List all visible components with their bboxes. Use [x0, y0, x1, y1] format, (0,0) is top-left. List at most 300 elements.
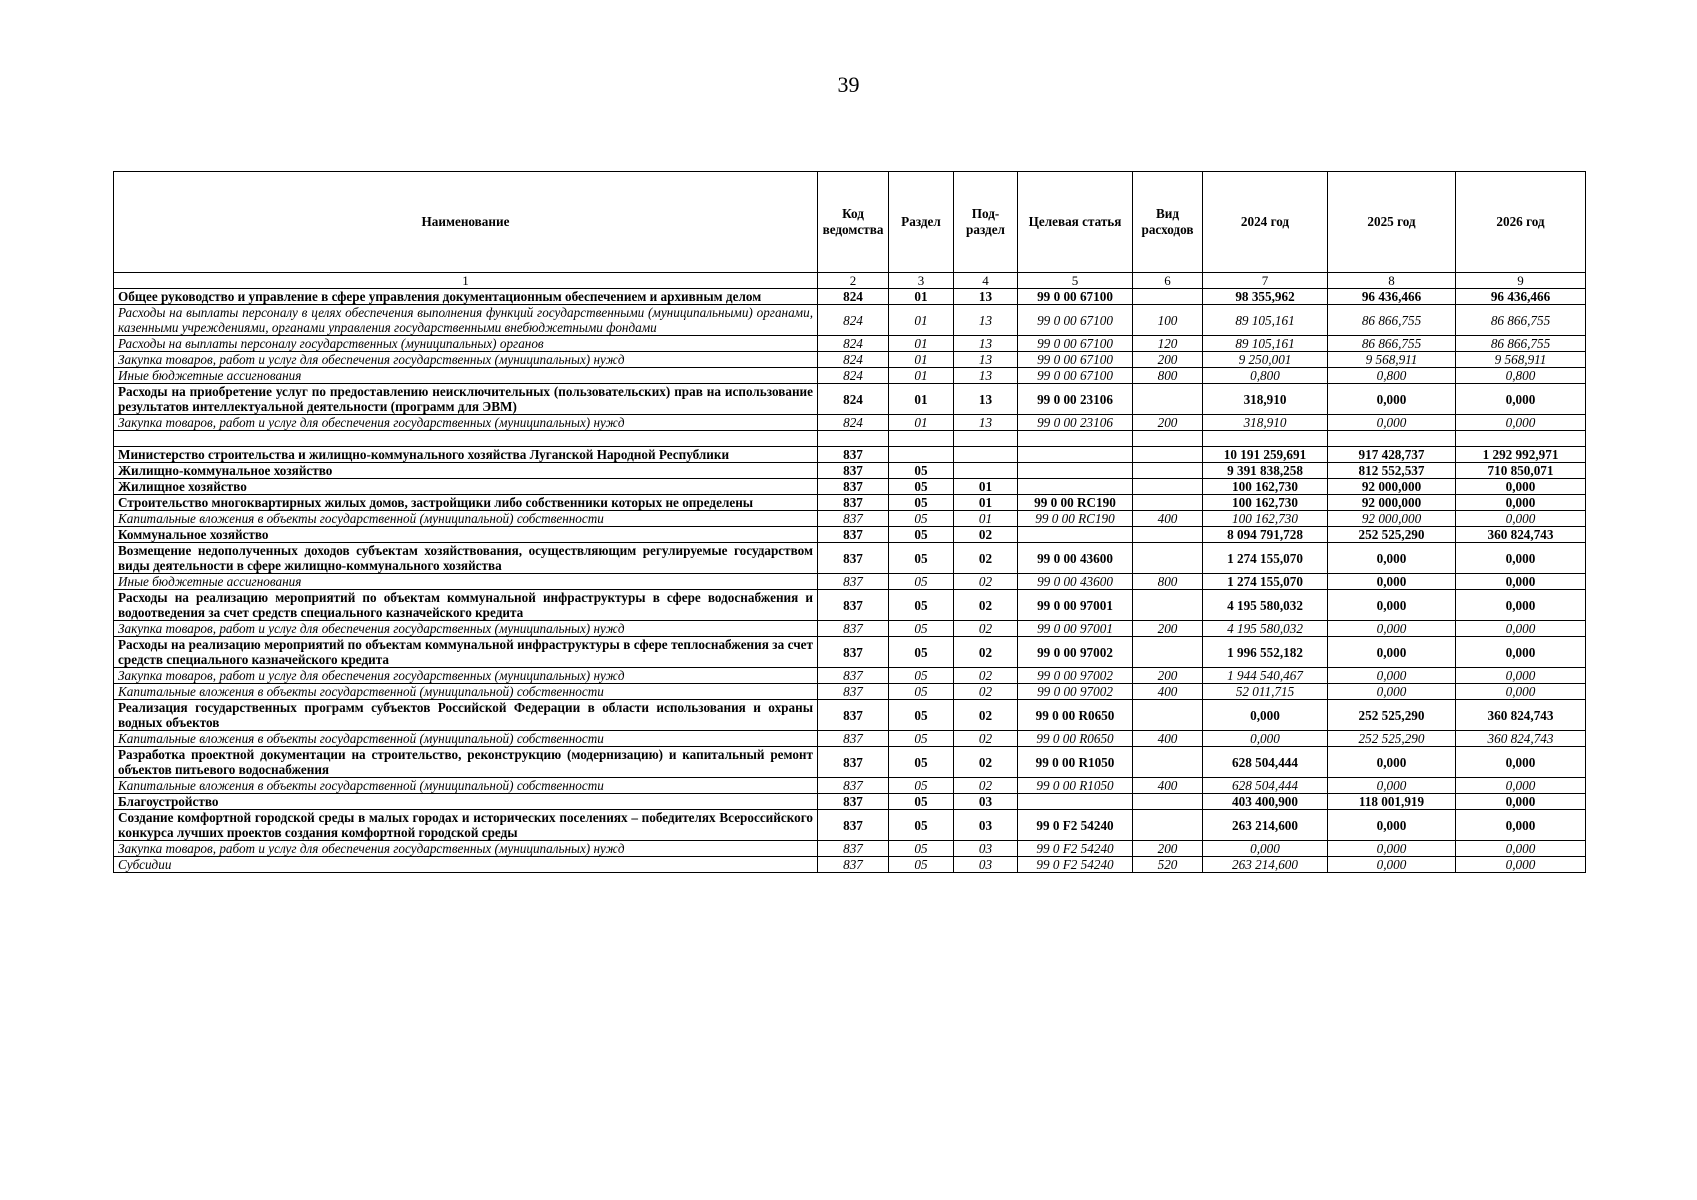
header-2026: 2026 год: [1456, 172, 1586, 273]
cell-2025: 0,000: [1328, 778, 1456, 794]
cell-2026: 0,000: [1456, 637, 1586, 668]
cell-ved: 824: [818, 415, 889, 431]
table-row: [114, 495, 1586, 511]
cell-tsel: 99 0 00 97001: [1018, 621, 1133, 637]
cell-razdel: 05: [889, 479, 954, 495]
cell-vid: 100: [1133, 305, 1203, 336]
cell-podrazdel: 13: [954, 305, 1018, 336]
page-number: 39: [837, 72, 860, 97]
cell-2025: 92 000,000: [1328, 479, 1456, 495]
cell-2026: 0,000: [1456, 841, 1586, 857]
header-2025: 2025 год: [1328, 172, 1456, 273]
table-row: [114, 384, 1586, 415]
cell-razdel: 05: [889, 731, 954, 747]
table-row: [114, 857, 1586, 873]
cell-podrazdel: [954, 431, 1018, 447]
cell-ved: 837: [818, 684, 889, 700]
cell-name: Благоустройство: [114, 794, 818, 810]
cell-ved: 837: [818, 731, 889, 747]
cell-podrazdel: 02: [954, 731, 1018, 747]
cell-name: Жилищно-коммунальное хозяйство: [114, 463, 818, 479]
cell-razdel: 05: [889, 543, 954, 574]
cell-vid: 400: [1133, 731, 1203, 747]
cell-razdel: 05: [889, 527, 954, 543]
cell-vid: 200: [1133, 668, 1203, 684]
cell-2024: 628 504,444: [1203, 747, 1328, 778]
cell-ved: 837: [818, 700, 889, 731]
cell-2024: 0,000: [1203, 841, 1328, 857]
table-row: [114, 305, 1586, 336]
cell-ved: 824: [818, 384, 889, 415]
cell-vid: 200: [1133, 352, 1203, 368]
cell-2025: 96 436,466: [1328, 289, 1456, 305]
cell-2025: 86 866,755: [1328, 336, 1456, 352]
cell-podrazdel: 02: [954, 621, 1018, 637]
cell-tsel: 99 0 F2 54240: [1018, 841, 1133, 857]
cell-2024: 4 195 580,032: [1203, 621, 1328, 637]
header-row: [114, 172, 1586, 273]
cell-vid: 200: [1133, 621, 1203, 637]
cell-podrazdel: 02: [954, 527, 1018, 543]
column-number: 7: [1203, 273, 1328, 289]
table-row: [114, 668, 1586, 684]
budget-table: [113, 171, 1586, 873]
cell-tsel: 99 0 00 67100: [1018, 336, 1133, 352]
cell-vid: [1133, 794, 1203, 810]
cell-podrazdel: 03: [954, 794, 1018, 810]
cell-2024: 8 094 791,728: [1203, 527, 1328, 543]
cell-2024: 4 195 580,032: [1203, 590, 1328, 621]
cell-2025: 0,000: [1328, 841, 1456, 857]
cell-name: Возмещение недополученных доходов субъектам хозяйствования, осуществляющим регулируемые государством виды деятельности в сфере жилищно-коммунального хозяйства: [114, 543, 818, 574]
cell-podrazdel: 13: [954, 415, 1018, 431]
table-row: [114, 621, 1586, 637]
table-row: [114, 700, 1586, 731]
cell-razdel: 05: [889, 668, 954, 684]
table-row: [114, 574, 1586, 590]
cell-tsel: 99 0 00 67100: [1018, 289, 1133, 305]
cell-2024: 52 011,715: [1203, 684, 1328, 700]
header-name: Наименование: [114, 172, 818, 273]
cell-tsel: 99 0 00 97001: [1018, 590, 1133, 621]
header-ved: Код ведомства: [818, 172, 889, 273]
cell-vid: 120: [1133, 336, 1203, 352]
cell-2025: 86 866,755: [1328, 305, 1456, 336]
cell-ved: 837: [818, 511, 889, 527]
cell-razdel: 01: [889, 384, 954, 415]
cell-podrazdel: 02: [954, 747, 1018, 778]
cell-2026: 0,000: [1456, 794, 1586, 810]
cell-tsel: 99 0 00 R1050: [1018, 778, 1133, 794]
cell-name: Жилищное хозяйство: [114, 479, 818, 495]
cell-2026: 0,000: [1456, 684, 1586, 700]
cell-razdel: 05: [889, 511, 954, 527]
table-row: [114, 684, 1586, 700]
cell-tsel: [1018, 479, 1133, 495]
cell-2026: 0,000: [1456, 543, 1586, 574]
cell-2024: 100 162,730: [1203, 495, 1328, 511]
cell-ved: 824: [818, 336, 889, 352]
cell-2024: 10 191 259,691: [1203, 447, 1328, 463]
cell-vid: [1133, 495, 1203, 511]
cell-ved: 837: [818, 778, 889, 794]
cell-2026: 0,800: [1456, 368, 1586, 384]
cell-2024: 0,800: [1203, 368, 1328, 384]
cell-2025: 0,800: [1328, 368, 1456, 384]
cell-ved: 837: [818, 668, 889, 684]
table-row: [114, 590, 1586, 621]
cell-name: Расходы на реализацию мероприятий по объектам коммунальной инфраструктуры в сфере водоснабжения и водоотведения за счет средств специального казначейского кредита: [114, 590, 818, 621]
cell-2025: 0,000: [1328, 543, 1456, 574]
cell-2024: 263 214,600: [1203, 857, 1328, 873]
cell-vid: [1133, 527, 1203, 543]
table-row: [114, 479, 1586, 495]
cell-vid: [1133, 747, 1203, 778]
cell-tsel: 99 0 00 67100: [1018, 305, 1133, 336]
table-row: [114, 810, 1586, 841]
table-row: [114, 447, 1586, 463]
cell-2026: 0,000: [1456, 590, 1586, 621]
cell-podrazdel: 02: [954, 684, 1018, 700]
cell-2026: 86 866,755: [1456, 336, 1586, 352]
cell-podrazdel: 03: [954, 810, 1018, 841]
cell-razdel: 05: [889, 778, 954, 794]
cell-tsel: [1018, 794, 1133, 810]
cell-tsel: [1018, 447, 1133, 463]
cell-2026: 0,000: [1456, 479, 1586, 495]
table-row: [114, 637, 1586, 668]
table-row: [114, 731, 1586, 747]
cell-vid: [1133, 810, 1203, 841]
cell-2024: 318,910: [1203, 384, 1328, 415]
cell-tsel: 99 0 00 43600: [1018, 574, 1133, 590]
cell-vid: 200: [1133, 415, 1203, 431]
cell-2025: 0,000: [1328, 668, 1456, 684]
cell-2025: 0,000: [1328, 684, 1456, 700]
cell-podrazdel: 13: [954, 368, 1018, 384]
cell-podrazdel: 13: [954, 352, 1018, 368]
cell-2026: 710 850,071: [1456, 463, 1586, 479]
column-number-row: [114, 273, 1586, 289]
cell-name: Министерство строительства и жилищно-коммунального хозяйства Луганской Народной Республики: [114, 447, 818, 463]
cell-razdel: 01: [889, 415, 954, 431]
cell-ved: 824: [818, 352, 889, 368]
cell-2024: 0,000: [1203, 731, 1328, 747]
column-number: 8: [1328, 273, 1456, 289]
cell-tsel: [1018, 431, 1133, 447]
cell-2025: 0,000: [1328, 747, 1456, 778]
cell-vid: [1133, 447, 1203, 463]
cell-name: [114, 431, 818, 447]
cell-2024: 100 162,730: [1203, 479, 1328, 495]
cell-podrazdel: 03: [954, 857, 1018, 873]
column-number: 5: [1018, 273, 1133, 289]
cell-2024: 318,910: [1203, 415, 1328, 431]
cell-vid: 200: [1133, 841, 1203, 857]
table-row: [114, 368, 1586, 384]
cell-vid: [1133, 637, 1203, 668]
cell-2026: 96 436,466: [1456, 289, 1586, 305]
cell-vid: 520: [1133, 857, 1203, 873]
cell-podrazdel: 02: [954, 543, 1018, 574]
cell-vid: [1133, 543, 1203, 574]
cell-2025: 252 525,290: [1328, 731, 1456, 747]
cell-razdel: [889, 447, 954, 463]
cell-2026: 0,000: [1456, 668, 1586, 684]
table-row: [114, 289, 1586, 305]
header-vid: Вид расходов: [1133, 172, 1203, 273]
cell-razdel: 05: [889, 857, 954, 873]
cell-2026: 0,000: [1456, 495, 1586, 511]
cell-podrazdel: 02: [954, 590, 1018, 621]
cell-vid: [1133, 384, 1203, 415]
cell-podrazdel: 02: [954, 574, 1018, 590]
table-row: [114, 778, 1586, 794]
cell-tsel: 99 0 00 R0650: [1018, 731, 1133, 747]
cell-tsel: 99 0 00 97002: [1018, 668, 1133, 684]
cell-2026: 0,000: [1456, 415, 1586, 431]
cell-ved: 824: [818, 368, 889, 384]
cell-razdel: 01: [889, 368, 954, 384]
cell-tsel: [1018, 463, 1133, 479]
table-body: [114, 289, 1586, 873]
cell-ved: 837: [818, 747, 889, 778]
cell-ved: 837: [818, 794, 889, 810]
cell-2025: 92 000,000: [1328, 511, 1456, 527]
cell-vid: [1133, 479, 1203, 495]
cell-ved: 837: [818, 479, 889, 495]
column-number: 9: [1456, 273, 1586, 289]
cell-ved: 837: [818, 621, 889, 637]
cell-2024: 9 391 838,258: [1203, 463, 1328, 479]
cell-tsel: 99 0 00 RC190: [1018, 495, 1133, 511]
cell-name: Закупка товаров, работ и услуг для обеспечения государственных (муниципальных) нужд: [114, 621, 818, 637]
header-tsel: Целевая статья: [1018, 172, 1133, 273]
cell-razdel: 05: [889, 621, 954, 637]
cell-razdel: 05: [889, 794, 954, 810]
cell-name: Иные бюджетные ассигнования: [114, 574, 818, 590]
cell-ved: 837: [818, 447, 889, 463]
cell-2025: 252 525,290: [1328, 527, 1456, 543]
cell-2025: 0,000: [1328, 621, 1456, 637]
cell-podrazdel: 02: [954, 778, 1018, 794]
cell-vid: [1133, 700, 1203, 731]
cell-podrazdel: [954, 463, 1018, 479]
cell-podrazdel: 01: [954, 495, 1018, 511]
header-podrazdel: Под-раздел: [954, 172, 1018, 273]
cell-name: Реализация государственных программ субъектов Российской Федерации в области использования и охраны водных объектов: [114, 700, 818, 731]
cell-razdel: 05: [889, 637, 954, 668]
cell-tsel: 99 0 F2 54240: [1018, 857, 1133, 873]
column-number: 1: [114, 273, 818, 289]
cell-name: Капитальные вложения в объекты государственной (муниципальной) собственности: [114, 778, 818, 794]
cell-2025: 917 428,737: [1328, 447, 1456, 463]
cell-podrazdel: 02: [954, 637, 1018, 668]
table-row: [114, 431, 1586, 447]
cell-tsel: 99 0 00 23106: [1018, 415, 1133, 431]
cell-2026: 0,000: [1456, 810, 1586, 841]
cell-ved: 837: [818, 841, 889, 857]
cell-name: Разработка проектной документации на строительство, реконструкцию (модернизацию) и капитальный ремонт объектов питьевого водоснабжения: [114, 747, 818, 778]
cell-name: Расходы на выплаты персоналу в целях обеспечения выполнения функций государственными (муниципальными) органами, казенными учреждениями, органами управления государственными внебюджетными фондами: [114, 305, 818, 336]
table-row: [114, 543, 1586, 574]
cell-razdel: 05: [889, 495, 954, 511]
column-number: 4: [954, 273, 1018, 289]
table-row: [114, 336, 1586, 352]
cell-name: Общее руководство и управление в сфере управления документационным обеспечением и архивным делом: [114, 289, 818, 305]
cell-name: Закупка товаров, работ и услуг для обеспечения государственных (муниципальных) нужд: [114, 668, 818, 684]
cell-2025: 0,000: [1328, 637, 1456, 668]
cell-2025: 812 552,537: [1328, 463, 1456, 479]
cell-vid: [1133, 463, 1203, 479]
table-row: [114, 747, 1586, 778]
cell-2024: 628 504,444: [1203, 778, 1328, 794]
cell-name: Коммунальное хозяйство: [114, 527, 818, 543]
cell-2024: 9 250,001: [1203, 352, 1328, 368]
column-number: 6: [1133, 273, 1203, 289]
column-number: 2: [818, 273, 889, 289]
cell-razdel: 05: [889, 463, 954, 479]
cell-name: Расходы на реализацию мероприятий по объектам коммунальной инфраструктуры в сфере теплоснабжения за счет средств специального казначейского кредита: [114, 637, 818, 668]
cell-ved: 837: [818, 495, 889, 511]
cell-2024: 100 162,730: [1203, 511, 1328, 527]
cell-razdel: 01: [889, 336, 954, 352]
cell-name: Создание комфортной городской среды в малых городах и исторических поселениях – победителях Всероссийского конкурса лучших проектов создания комфортной городской среды: [114, 810, 818, 841]
cell-name: Закупка товаров, работ и услуг для обеспечения государственных (муниципальных) нужд: [114, 352, 818, 368]
cell-2024: [1203, 431, 1328, 447]
cell-razdel: 01: [889, 289, 954, 305]
cell-tsel: 99 0 00 R0650: [1018, 700, 1133, 731]
cell-tsel: 99 0 00 67100: [1018, 352, 1133, 368]
cell-tsel: 99 0 00 67100: [1018, 368, 1133, 384]
table-row: [114, 352, 1586, 368]
cell-ved: 837: [818, 590, 889, 621]
cell-2024: 1 274 155,070: [1203, 574, 1328, 590]
cell-2025: 0,000: [1328, 574, 1456, 590]
cell-vid: [1133, 289, 1203, 305]
cell-ved: 837: [818, 463, 889, 479]
cell-2026: 1 292 992,971: [1456, 447, 1586, 463]
table-row: [114, 841, 1586, 857]
table-row: [114, 415, 1586, 431]
cell-name: Расходы на выплаты персоналу государственных (муниципальных) органов: [114, 336, 818, 352]
cell-podrazdel: 13: [954, 289, 1018, 305]
cell-2026: 0,000: [1456, 384, 1586, 415]
cell-razdel: 05: [889, 841, 954, 857]
cell-tsel: 99 0 00 RC190: [1018, 511, 1133, 527]
column-number: 3: [889, 273, 954, 289]
cell-razdel: 01: [889, 305, 954, 336]
cell-2024: 1 274 155,070: [1203, 543, 1328, 574]
cell-ved: 837: [818, 543, 889, 574]
cell-podrazdel: 02: [954, 668, 1018, 684]
cell-podrazdel: 02: [954, 700, 1018, 731]
cell-vid: 400: [1133, 684, 1203, 700]
cell-vid: 800: [1133, 574, 1203, 590]
cell-podrazdel: 13: [954, 384, 1018, 415]
table-row: [114, 794, 1586, 810]
cell-podrazdel: 13: [954, 336, 1018, 352]
cell-name: Субсидии: [114, 857, 818, 873]
cell-tsel: [1018, 527, 1133, 543]
cell-ved: 824: [818, 305, 889, 336]
cell-name: Закупка товаров, работ и услуг для обеспечения государственных (муниципальных) нужд: [114, 415, 818, 431]
cell-2025: 0,000: [1328, 857, 1456, 873]
cell-razdel: 01: [889, 352, 954, 368]
cell-razdel: 05: [889, 684, 954, 700]
cell-2026: 360 824,743: [1456, 731, 1586, 747]
cell-2024: 98 355,962: [1203, 289, 1328, 305]
cell-2026: [1456, 431, 1586, 447]
cell-name: Капитальные вложения в объекты государственной (муниципальной) собственности: [114, 684, 818, 700]
cell-tsel: 99 0 00 R1050: [1018, 747, 1133, 778]
cell-2025: [1328, 431, 1456, 447]
cell-vid: [1133, 431, 1203, 447]
cell-name: Капитальные вложения в объекты государственной (муниципальной) собственности: [114, 731, 818, 747]
cell-2025: 252 525,290: [1328, 700, 1456, 731]
cell-tsel: 99 0 F2 54240: [1018, 810, 1133, 841]
cell-2025: 0,000: [1328, 415, 1456, 431]
cell-2026: 0,000: [1456, 857, 1586, 873]
cell-2026: 0,000: [1456, 511, 1586, 527]
cell-ved: 837: [818, 574, 889, 590]
cell-2026: 0,000: [1456, 747, 1586, 778]
cell-tsel: 99 0 00 43600: [1018, 543, 1133, 574]
cell-ved: 837: [818, 637, 889, 668]
cell-2025: 0,000: [1328, 590, 1456, 621]
cell-2024: 0,000: [1203, 700, 1328, 731]
cell-ved: 824: [818, 289, 889, 305]
cell-vid: 400: [1133, 511, 1203, 527]
cell-2025: 0,000: [1328, 810, 1456, 841]
cell-ved: 837: [818, 857, 889, 873]
cell-2024: 403 400,900: [1203, 794, 1328, 810]
cell-vid: 400: [1133, 778, 1203, 794]
cell-2025: 9 568,911: [1328, 352, 1456, 368]
cell-ved: [818, 431, 889, 447]
cell-2025: 118 001,919: [1328, 794, 1456, 810]
cell-tsel: 99 0 00 97002: [1018, 637, 1133, 668]
cell-2025: 0,000: [1328, 384, 1456, 415]
cell-2026: 0,000: [1456, 621, 1586, 637]
cell-name: Строительство многоквартирных жилых домов, застройщики либо собственники которых не определены: [114, 495, 818, 511]
cell-ved: 837: [818, 527, 889, 543]
cell-2024: 89 105,161: [1203, 336, 1328, 352]
cell-razdel: 05: [889, 574, 954, 590]
header-razdel: Раздел: [889, 172, 954, 273]
cell-2025: 92 000,000: [1328, 495, 1456, 511]
cell-tsel: 99 0 00 97002: [1018, 684, 1133, 700]
cell-name: Иные бюджетные ассигнования: [114, 368, 818, 384]
cell-2026: 0,000: [1456, 574, 1586, 590]
cell-podrazdel: 01: [954, 479, 1018, 495]
cell-2024: 1 944 540,467: [1203, 668, 1328, 684]
cell-podrazdel: 01: [954, 511, 1018, 527]
cell-2024: 1 996 552,182: [1203, 637, 1328, 668]
cell-name: Капитальные вложения в объекты государственной (муниципальной) собственности: [114, 511, 818, 527]
table-row: [114, 463, 1586, 479]
cell-podrazdel: 03: [954, 841, 1018, 857]
cell-razdel: 05: [889, 810, 954, 841]
cell-razdel: [889, 431, 954, 447]
cell-2026: 360 824,743: [1456, 527, 1586, 543]
cell-razdel: 05: [889, 747, 954, 778]
cell-name: Закупка товаров, работ и услуг для обеспечения государственных (муниципальных) нужд: [114, 841, 818, 857]
cell-2024: 89 105,161: [1203, 305, 1328, 336]
cell-2026: 0,000: [1456, 778, 1586, 794]
cell-podrazdel: [954, 447, 1018, 463]
cell-razdel: 05: [889, 590, 954, 621]
